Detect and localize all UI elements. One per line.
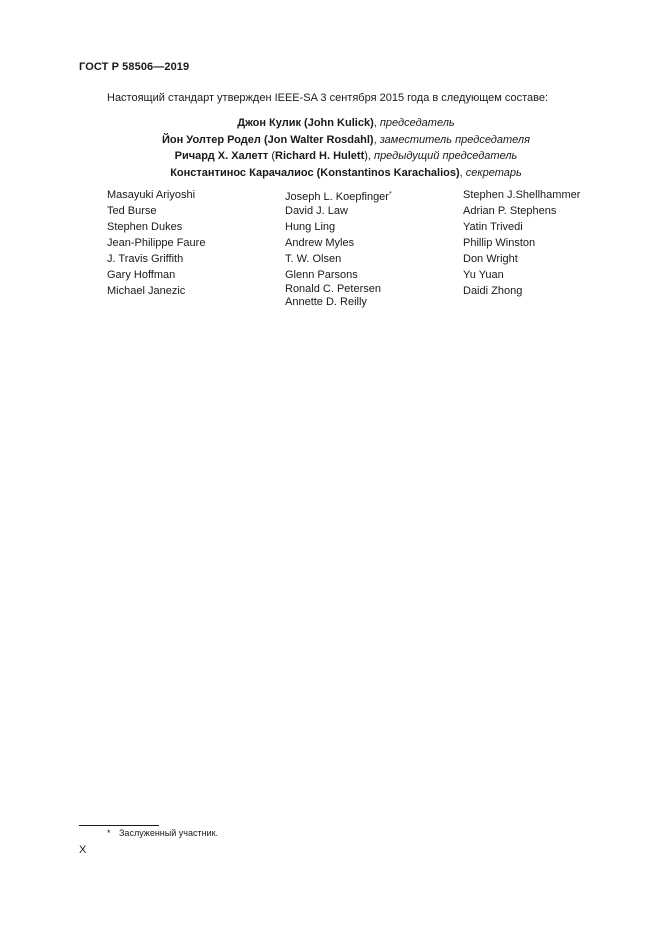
footnote-mark: * — [107, 828, 111, 838]
member-name: Don Wright — [463, 253, 518, 265]
officer-vice-chair: Йон Уолтер Родел (Jon Walter Rosdahl), заместитель председателя — [161, 133, 531, 146]
member-name: Phillip Winston — [463, 237, 536, 249]
officer-chair: Джон Кулик (John Kulick), председатель — [237, 117, 455, 129]
officer-role: предыдущий председатель — [374, 150, 518, 163]
member-name: Annette D. Reilly — [285, 296, 367, 308]
document-header: ГОСТ Р 58506—2019 — [79, 61, 190, 73]
member-name: David J. Law — [285, 205, 348, 217]
officers-block — [79, 115, 613, 182]
footnote-reference: * — [388, 191, 392, 198]
member-name: Jean-Philippe Faure — [107, 237, 206, 249]
officer-name-latin: Richard H. Hulett — [275, 150, 365, 163]
member-name: T. W. Olsen — [285, 253, 342, 265]
officer-name: Константинос Карачалиос (Konstantinos Karachalios) — [170, 167, 460, 180]
member-name: Andrew Myles — [285, 237, 355, 249]
officer-role: секретарь — [465, 167, 522, 180]
officer-secretary: Константинос Карачалиос (Konstantinos Karachalios), секретарь — [170, 167, 522, 180]
member-name: Glenn Parsons — [285, 269, 358, 281]
officer-name: Джон Кулик (John Kulick) — [237, 117, 374, 129]
footnote-divider — [79, 825, 159, 826]
member-name: Joseph L. Koepfinger — [285, 191, 389, 203]
member-name: Yu Yuan — [463, 269, 504, 281]
member-name: Adrian P. Stephens — [463, 205, 557, 217]
member-name: Stephen Dukes — [107, 221, 183, 233]
intro-paragraph: Настоящий стандарт утвержден IEEE-SA 3 сентября 2015 года в следующем составе: — [107, 92, 549, 104]
member-name: Yatin Trivedi — [463, 221, 523, 233]
member-name: Gary Hoffman — [107, 269, 176, 281]
member-name: Ted Burse — [107, 205, 157, 217]
officer-role: председатель — [379, 117, 455, 129]
officer-name: Йон Уолтер Родел (Jon Walter Rosdahl) — [161, 133, 374, 146]
members-column-2 — [285, 187, 392, 309]
member-name: Masayuki Ariyoshi — [107, 189, 196, 201]
members-column-1 — [107, 187, 205, 299]
member-name: Hung Ling — [285, 221, 336, 233]
officer-past-chair: Ричард Х. Халетт (Richard H. Hulett), предыдущий председатель — [174, 150, 518, 163]
members-column-3 — [463, 187, 580, 299]
page-number: X — [79, 844, 87, 856]
footnote — [107, 828, 218, 838]
member-name: Michael Janezic — [107, 285, 186, 297]
member-name: Daidi Zhong — [463, 285, 523, 297]
officer-name: Ричард Х. Халетт — [174, 150, 269, 163]
member-name-with-footnote — [285, 187, 392, 203]
footnote-text: Заслуженный участник. — [119, 828, 219, 838]
officer-role: заместитель председателя — [379, 133, 531, 146]
member-name: J. Travis Griffith — [107, 253, 184, 265]
member-name: Ronald C. Petersen — [285, 283, 381, 295]
member-name: Stephen J.Shellhammer — [463, 189, 581, 201]
